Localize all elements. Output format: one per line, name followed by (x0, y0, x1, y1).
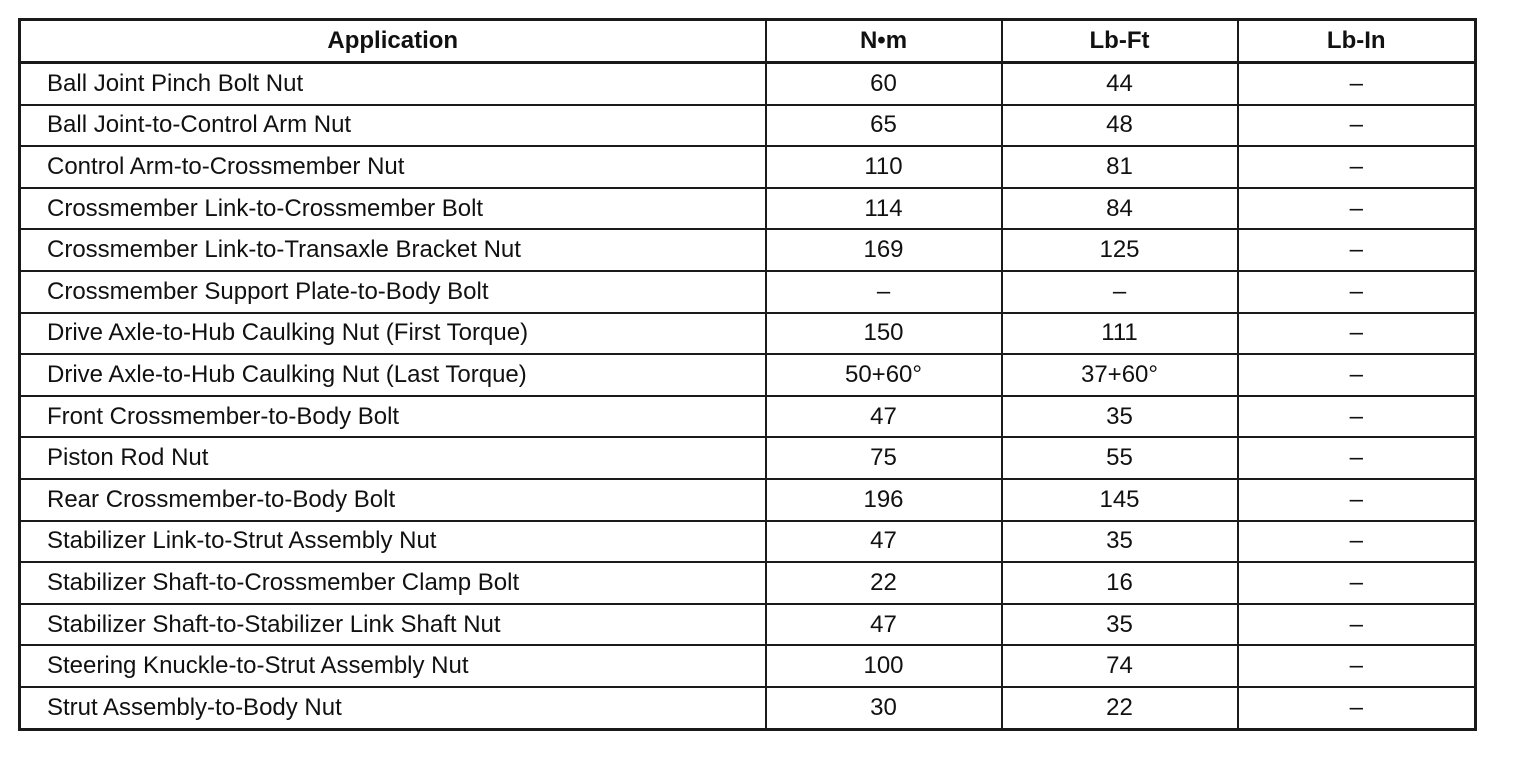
cell-newton-meters: 75 (766, 437, 1002, 479)
table-header-row (20, 20, 1476, 63)
cell-pound-inches: – (1238, 521, 1476, 563)
cell-pound-feet: 48 (1002, 105, 1238, 147)
table-row (20, 354, 1476, 396)
cell-pound-feet: 125 (1002, 229, 1238, 271)
cell-pound-feet: 111 (1002, 313, 1238, 355)
table-row (20, 562, 1476, 604)
table-row (20, 645, 1476, 687)
cell-newton-meters: 150 (766, 313, 1002, 355)
cell-pound-inches: – (1238, 479, 1476, 521)
cell-newton-meters: 50+60° (766, 354, 1002, 396)
cell-application: Ball Joint Pinch Bolt Nut (20, 63, 766, 105)
cell-pound-inches: – (1238, 645, 1476, 687)
header-newton-meters: N•m (766, 20, 1002, 63)
cell-application: Drive Axle-to-Hub Caulking Nut (Last Torque) (20, 354, 766, 396)
cell-newton-meters: 65 (766, 105, 1002, 147)
table-body (20, 63, 1476, 730)
cell-newton-meters: 47 (766, 396, 1002, 438)
cell-newton-meters: 196 (766, 479, 1002, 521)
cell-pound-feet: 37+60° (1002, 354, 1238, 396)
cell-application: Crossmember Link-to-Crossmember Bolt (20, 188, 766, 230)
cell-pound-inches: – (1238, 437, 1476, 479)
cell-pound-feet: 16 (1002, 562, 1238, 604)
cell-pound-inches: – (1238, 354, 1476, 396)
cell-pound-feet: 81 (1002, 146, 1238, 188)
cell-newton-meters: 22 (766, 562, 1002, 604)
table-row (20, 396, 1476, 438)
cell-pound-inches: – (1238, 229, 1476, 271)
cell-newton-meters: 47 (766, 521, 1002, 563)
cell-application: Drive Axle-to-Hub Caulking Nut (First Torque) (20, 313, 766, 355)
table-row (20, 188, 1476, 230)
cell-pound-feet: 35 (1002, 521, 1238, 563)
cell-pound-inches: – (1238, 396, 1476, 438)
cell-pound-feet: 55 (1002, 437, 1238, 479)
cell-pound-inches: – (1238, 105, 1476, 147)
table-row (20, 146, 1476, 188)
header-pound-inches: Lb-In (1238, 20, 1476, 63)
header-application: Application (20, 20, 766, 63)
cell-application: Stabilizer Shaft-to-Stabilizer Link Shaft Nut (20, 604, 766, 646)
table-row (20, 63, 1476, 105)
cell-newton-meters: 47 (766, 604, 1002, 646)
cell-newton-meters: – (766, 271, 1002, 313)
cell-pound-inches: – (1238, 687, 1476, 729)
cell-application: Rear Crossmember-to-Body Bolt (20, 479, 766, 521)
cell-pound-feet: 35 (1002, 396, 1238, 438)
table-row (20, 105, 1476, 147)
cell-pound-feet: 22 (1002, 687, 1238, 729)
table-row (20, 313, 1476, 355)
cell-newton-meters: 60 (766, 63, 1002, 105)
cell-application: Strut Assembly-to-Body Nut (20, 687, 766, 729)
cell-pound-feet: 74 (1002, 645, 1238, 687)
cell-newton-meters: 110 (766, 146, 1002, 188)
cell-pound-feet: 145 (1002, 479, 1238, 521)
table-row (20, 437, 1476, 479)
cell-application: Stabilizer Link-to-Strut Assembly Nut (20, 521, 766, 563)
table-row (20, 521, 1476, 563)
torque-spec-table-container (18, 18, 1474, 731)
torque-spec-table (18, 18, 1477, 731)
cell-newton-meters: 100 (766, 645, 1002, 687)
cell-pound-feet: 44 (1002, 63, 1238, 105)
cell-application: Crossmember Support Plate-to-Body Bolt (20, 271, 766, 313)
cell-pound-inches: – (1238, 562, 1476, 604)
cell-pound-inches: – (1238, 271, 1476, 313)
cell-application: Crossmember Link-to-Transaxle Bracket Nut (20, 229, 766, 271)
cell-application: Front Crossmember-to-Body Bolt (20, 396, 766, 438)
cell-pound-feet: 35 (1002, 604, 1238, 646)
cell-pound-inches: – (1238, 63, 1476, 105)
cell-newton-meters: 114 (766, 188, 1002, 230)
cell-newton-meters: 169 (766, 229, 1002, 271)
table-row (20, 229, 1476, 271)
cell-application: Ball Joint-to-Control Arm Nut (20, 105, 766, 147)
cell-newton-meters: 30 (766, 687, 1002, 729)
cell-pound-inches: – (1238, 146, 1476, 188)
table-row (20, 271, 1476, 313)
table-row (20, 479, 1476, 521)
cell-pound-inches: – (1238, 188, 1476, 230)
cell-application: Piston Rod Nut (20, 437, 766, 479)
cell-application: Steering Knuckle-to-Strut Assembly Nut (20, 645, 766, 687)
cell-pound-feet: 84 (1002, 188, 1238, 230)
cell-pound-feet: – (1002, 271, 1238, 313)
cell-application: Control Arm-to-Crossmember Nut (20, 146, 766, 188)
cell-application: Stabilizer Shaft-to-Crossmember Clamp Bolt (20, 562, 766, 604)
header-pound-feet: Lb-Ft (1002, 20, 1238, 63)
cell-pound-inches: – (1238, 604, 1476, 646)
table-row (20, 687, 1476, 729)
cell-pound-inches: – (1238, 313, 1476, 355)
table-row (20, 604, 1476, 646)
